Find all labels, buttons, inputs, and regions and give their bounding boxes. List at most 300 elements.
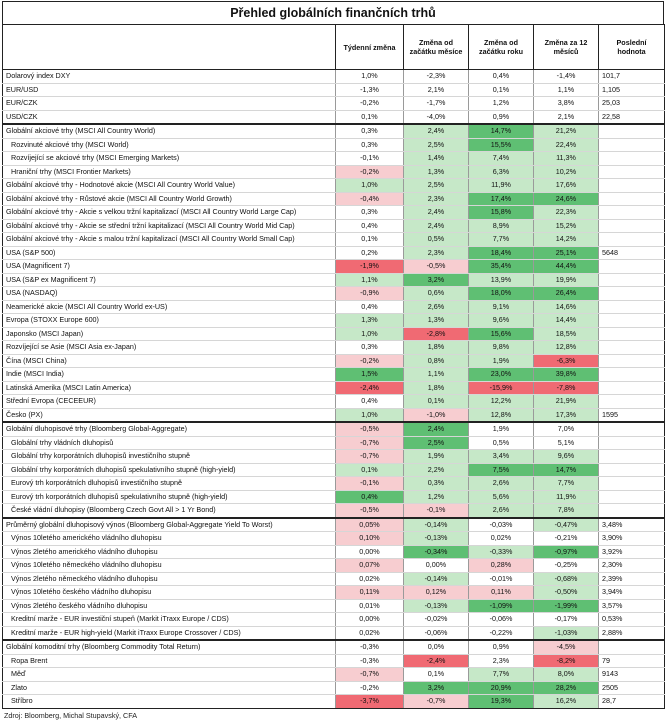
last-value — [599, 138, 665, 152]
table-row — [3, 341, 665, 355]
ytd-change: 2,6% — [469, 504, 534, 518]
header-label — [3, 25, 336, 70]
yoy-change: 7,8% — [534, 504, 599, 518]
table-row — [3, 354, 665, 368]
ytd-change: 19,3% — [469, 695, 534, 709]
weekly-change: 0,00% — [336, 613, 404, 627]
last-value: 5648 — [599, 246, 665, 260]
weekly-change: -0,9% — [336, 287, 404, 301]
row-label: EUR/CZK — [3, 97, 336, 111]
mtd-change: -0,14% — [404, 572, 469, 586]
ytd-change: 2,3% — [469, 654, 534, 668]
yoy-change: 10,2% — [534, 165, 599, 179]
ytd-change: 7,5% — [469, 463, 534, 477]
table-row — [3, 124, 665, 138]
row-label: Kreditní marže - EUR investiční stupeň (Markit iTraxx Europe / CDS) — [3, 613, 336, 627]
last-value — [599, 354, 665, 368]
mtd-change: -1,7% — [404, 97, 469, 111]
yoy-change: 21,9% — [534, 395, 599, 409]
yoy-change: 16,2% — [534, 695, 599, 709]
ytd-change: 8,9% — [469, 219, 534, 233]
last-value — [599, 233, 665, 247]
yoy-change: 2,1% — [534, 110, 599, 124]
mtd-change: 0,1% — [404, 668, 469, 682]
mtd-change: 2,2% — [404, 463, 469, 477]
ytd-change: 18,4% — [469, 246, 534, 260]
weekly-change: -1,3% — [336, 83, 404, 97]
weekly-change: 1,3% — [336, 314, 404, 328]
weekly-change: 0,11% — [336, 586, 404, 600]
table-row — [3, 246, 665, 260]
table-row — [3, 668, 665, 682]
mtd-change: 3,2% — [404, 273, 469, 287]
table-row — [3, 192, 665, 206]
row-label: USA (S&P 500) — [3, 246, 336, 260]
ytd-change: -0,33% — [469, 545, 534, 559]
header-ytd: Změna od začátku roku — [469, 25, 534, 70]
mtd-change: 3,2% — [404, 681, 469, 695]
last-value — [599, 300, 665, 314]
mtd-change: 2,3% — [404, 246, 469, 260]
ytd-change: 5,6% — [469, 490, 534, 504]
weekly-change: -0,1% — [336, 152, 404, 166]
yoy-change: 25,1% — [534, 246, 599, 260]
weekly-change: -0,1% — [336, 477, 404, 491]
row-label: Eurový trh korporátních dluhopisů investičního stupně — [3, 477, 336, 491]
last-value: 3,48% — [599, 518, 665, 532]
last-value — [599, 165, 665, 179]
ytd-change: 11,9% — [469, 179, 534, 193]
yoy-change: 18,5% — [534, 327, 599, 341]
weekly-change: 0,3% — [336, 124, 404, 138]
mtd-change: 2,5% — [404, 179, 469, 193]
ytd-change: 1,9% — [469, 354, 534, 368]
mtd-change: -0,02% — [404, 613, 469, 627]
yoy-change: 15,2% — [534, 219, 599, 233]
mtd-change: -0,13% — [404, 532, 469, 546]
yoy-change: -0,21% — [534, 532, 599, 546]
yoy-change: 8,0% — [534, 668, 599, 682]
mtd-change: 1,3% — [404, 165, 469, 179]
weekly-change: -2,4% — [336, 381, 404, 395]
mtd-change: 2,3% — [404, 192, 469, 206]
yoy-change: 19,9% — [534, 273, 599, 287]
table-row — [3, 70, 665, 84]
mtd-change: -0,06% — [404, 626, 469, 640]
mtd-change: 0,0% — [404, 640, 469, 654]
yoy-change: 9,6% — [534, 450, 599, 464]
row-label: Výnos 2letého amerického vládního dluhopisu — [3, 545, 336, 559]
yoy-change: 22,4% — [534, 138, 599, 152]
table-row — [3, 314, 665, 328]
table-row — [3, 138, 665, 152]
table-row — [3, 300, 665, 314]
mtd-change: 0,6% — [404, 287, 469, 301]
mtd-change: 0,00% — [404, 559, 469, 573]
row-label: Kreditní marže - EUR high-yield (Markit iTraxx Europe Crossover / CDS) — [3, 626, 336, 640]
table-row — [3, 654, 665, 668]
last-value: 1595 — [599, 408, 665, 422]
row-label: Výnos 2letého českého vládního dluhopisu — [3, 599, 336, 613]
yoy-change: -0,17% — [534, 613, 599, 627]
last-value — [599, 436, 665, 450]
row-label: Globální akciové trhy (MSCI All Country World) — [3, 124, 336, 138]
table-row — [3, 179, 665, 193]
mtd-change: 2,1% — [404, 83, 469, 97]
last-value — [599, 463, 665, 477]
mtd-change: 2,4% — [404, 422, 469, 436]
yoy-change: -0,68% — [534, 572, 599, 586]
table-row — [3, 572, 665, 586]
last-value: 2,39% — [599, 572, 665, 586]
row-label: Globální dluhopisové trhy (Bloomberg Global-Aggregate) — [3, 422, 336, 436]
ytd-change: -0,06% — [469, 613, 534, 627]
last-value — [599, 124, 665, 138]
table-row — [3, 681, 665, 695]
ytd-change: 0,28% — [469, 559, 534, 573]
weekly-change: -0,5% — [336, 422, 404, 436]
last-value: 2505 — [599, 681, 665, 695]
yoy-change: -0,47% — [534, 518, 599, 532]
last-value — [599, 341, 665, 355]
weekly-change: 0,00% — [336, 545, 404, 559]
mtd-change: -2,3% — [404, 70, 469, 84]
mtd-change: 2,4% — [404, 219, 469, 233]
mtd-change: -2,4% — [404, 654, 469, 668]
yoy-change: -6,3% — [534, 354, 599, 368]
mtd-change: -4,0% — [404, 110, 469, 124]
ytd-change: 20,9% — [469, 681, 534, 695]
weekly-change: -0,7% — [336, 450, 404, 464]
row-label: Japonsko (MSCI Japan) — [3, 327, 336, 341]
last-value: 79 — [599, 654, 665, 668]
yoy-change: 39,8% — [534, 368, 599, 382]
table-row — [3, 408, 665, 422]
yoy-change: -0,25% — [534, 559, 599, 573]
mtd-change: -0,1% — [404, 504, 469, 518]
last-value — [599, 327, 665, 341]
mtd-change: 1,8% — [404, 341, 469, 355]
yoy-change: 44,4% — [534, 260, 599, 274]
ytd-change: 7,7% — [469, 668, 534, 682]
row-label: Neamerické akcie (MSCI All Country World ex-US) — [3, 300, 336, 314]
ytd-change: 0,9% — [469, 110, 534, 124]
weekly-change: 0,01% — [336, 599, 404, 613]
ytd-change: 1,9% — [469, 422, 534, 436]
weekly-change: 1,0% — [336, 327, 404, 341]
weekly-change: -0,2% — [336, 97, 404, 111]
row-label: Dolarový index DXY — [3, 70, 336, 84]
weekly-change: -1,9% — [336, 260, 404, 274]
row-label: Globální trhy korporátních dluhopisů spekulativního stupně (high-yield) — [3, 463, 336, 477]
ytd-change: 15,5% — [469, 138, 534, 152]
ytd-change: 15,6% — [469, 327, 534, 341]
last-value: 3,57% — [599, 599, 665, 613]
yoy-change: -0,97% — [534, 545, 599, 559]
weekly-change: 1,0% — [336, 179, 404, 193]
last-value — [599, 260, 665, 274]
ytd-change: 0,1% — [469, 83, 534, 97]
row-label: EUR/USD — [3, 83, 336, 97]
table-title: Přehled globálních finančních trhů — [2, 1, 664, 24]
last-value — [599, 368, 665, 382]
table-row — [3, 599, 665, 613]
ytd-change: -1,09% — [469, 599, 534, 613]
last-value — [599, 490, 665, 504]
last-value: 9143 — [599, 668, 665, 682]
weekly-change: 0,10% — [336, 532, 404, 546]
weekly-change: -0,5% — [336, 504, 404, 518]
last-value: 3,94% — [599, 586, 665, 600]
table-row — [3, 97, 665, 111]
weekly-change: 1,1% — [336, 273, 404, 287]
last-value — [599, 395, 665, 409]
mtd-change: 0,1% — [404, 395, 469, 409]
last-value: 2,88% — [599, 626, 665, 640]
last-value — [599, 422, 665, 436]
mtd-change: 0,8% — [404, 354, 469, 368]
mtd-change: 0,3% — [404, 477, 469, 491]
weekly-change: 0,1% — [336, 463, 404, 477]
ytd-change: 14,7% — [469, 124, 534, 138]
row-label: Indie (MSCI India) — [3, 368, 336, 382]
last-value: 25,03 — [599, 97, 665, 111]
row-label: USD/CZK — [3, 110, 336, 124]
ytd-change: -0,01% — [469, 572, 534, 586]
yoy-change: 17,6% — [534, 179, 599, 193]
mtd-change: -2,8% — [404, 327, 469, 341]
header-12m: Změna za 12 měsíců — [534, 25, 599, 70]
table-row — [3, 490, 665, 504]
weekly-change: -0,2% — [336, 354, 404, 368]
row-label: České vládní dluhopisy (Bloomberg Czech Govt All > 1 Yr Bond) — [3, 504, 336, 518]
mtd-change: 1,1% — [404, 368, 469, 382]
weekly-change: 0,4% — [336, 300, 404, 314]
row-label: Výnos 10letého českého vládního dluhopisu — [3, 586, 336, 600]
weekly-change: 0,02% — [336, 626, 404, 640]
last-value — [599, 192, 665, 206]
table-row — [3, 110, 665, 124]
last-value: 0,53% — [599, 613, 665, 627]
last-value — [599, 477, 665, 491]
ytd-change: 3,4% — [469, 450, 534, 464]
table-row — [3, 640, 665, 654]
weekly-change: 1,5% — [336, 368, 404, 382]
last-value — [599, 219, 665, 233]
ytd-change: 15,8% — [469, 206, 534, 220]
mtd-change: -0,5% — [404, 260, 469, 274]
ytd-change: -0,03% — [469, 518, 534, 532]
mtd-change: 2,4% — [404, 206, 469, 220]
market-overview-panel — [2, 1, 664, 720]
mtd-change: 1,9% — [404, 450, 469, 464]
weekly-change: -0,4% — [336, 192, 404, 206]
yoy-change: -4,5% — [534, 640, 599, 654]
yoy-change: 24,6% — [534, 192, 599, 206]
ytd-change: 0,5% — [469, 436, 534, 450]
weekly-change: 0,3% — [336, 206, 404, 220]
weekly-change: 0,02% — [336, 572, 404, 586]
mtd-change: -1,0% — [404, 408, 469, 422]
row-label: Výnos 10letého německého vládního dluhopisu — [3, 559, 336, 573]
ytd-change: 18,0% — [469, 287, 534, 301]
table-row — [3, 532, 665, 546]
market-table — [2, 24, 665, 709]
header-mtd: Změna od začátku měsíce — [404, 25, 469, 70]
table-row — [3, 327, 665, 341]
ytd-change: 0,9% — [469, 640, 534, 654]
ytd-change: 9,1% — [469, 300, 534, 314]
last-value — [599, 504, 665, 518]
ytd-change: 1,2% — [469, 97, 534, 111]
weekly-change: -0,7% — [336, 436, 404, 450]
ytd-change: 13,9% — [469, 273, 534, 287]
ytd-change: 12,8% — [469, 408, 534, 422]
yoy-change: -0,50% — [534, 586, 599, 600]
row-label: Globální akciové trhy - Akcie se střední tržní kapitalizací (MSCI All Country World Mid Cap) — [3, 219, 336, 233]
mtd-change: 0,12% — [404, 586, 469, 600]
row-label: Rozvinuté akciové trhy (MSCI World) — [3, 138, 336, 152]
row-label: Zlato — [3, 681, 336, 695]
table-row — [3, 381, 665, 395]
mtd-change: -0,34% — [404, 545, 469, 559]
yoy-change: -1,99% — [534, 599, 599, 613]
yoy-change: 12,8% — [534, 341, 599, 355]
weekly-change: 0,4% — [336, 395, 404, 409]
weekly-change: -0,3% — [336, 640, 404, 654]
table-row — [3, 273, 665, 287]
yoy-change: 11,9% — [534, 490, 599, 504]
table-row — [3, 504, 665, 518]
header-last-value: Poslední hodnota — [599, 25, 665, 70]
yoy-change: 28,2% — [534, 681, 599, 695]
row-label: Globální trhy korporátních dluhopisů investičního stupně — [3, 450, 336, 464]
weekly-change: 1,0% — [336, 408, 404, 422]
table-row — [3, 368, 665, 382]
row-label: Latinská Amerika (MSCI Latin America) — [3, 381, 336, 395]
weekly-change: 1,0% — [336, 70, 404, 84]
weekly-change: -0,3% — [336, 654, 404, 668]
ytd-change: 23,0% — [469, 368, 534, 382]
ytd-change: 12,2% — [469, 395, 534, 409]
last-value — [599, 179, 665, 193]
weekly-change: 0,3% — [336, 138, 404, 152]
table-row — [3, 559, 665, 573]
last-value — [599, 381, 665, 395]
last-value — [599, 206, 665, 220]
ytd-change: 9,6% — [469, 314, 534, 328]
row-label: Globální akciové trhy - Růstové akcie (MSCI All Country World Growth) — [3, 192, 336, 206]
ytd-change: 0,02% — [469, 532, 534, 546]
row-label: Ropa Brent — [3, 654, 336, 668]
row-label: Stříbro — [3, 695, 336, 709]
yoy-change: 21,2% — [534, 124, 599, 138]
yoy-change: -7,8% — [534, 381, 599, 395]
table-row — [3, 206, 665, 220]
table-row — [3, 395, 665, 409]
mtd-change: 1,2% — [404, 490, 469, 504]
yoy-change: 11,3% — [534, 152, 599, 166]
row-label: Čína (MSCI China) — [3, 354, 336, 368]
ytd-change: 6,3% — [469, 165, 534, 179]
weekly-change: 0,4% — [336, 219, 404, 233]
table-row — [3, 152, 665, 166]
row-label: Rozvíjející se akciové trhy (MSCI Emerging Markets) — [3, 152, 336, 166]
source-note: Zdroj: Bloomberg, Michal Stupavský, CFA — [4, 710, 138, 720]
mtd-change: 2,4% — [404, 124, 469, 138]
table-row — [3, 586, 665, 600]
ytd-change: -15,9% — [469, 381, 534, 395]
last-value — [599, 152, 665, 166]
table-row — [3, 518, 665, 532]
yoy-change: 1,1% — [534, 83, 599, 97]
last-value — [599, 640, 665, 654]
yoy-change: -1,03% — [534, 626, 599, 640]
last-value — [599, 314, 665, 328]
mtd-change: 1,3% — [404, 314, 469, 328]
yoy-change: -8,2% — [534, 654, 599, 668]
row-label: Evropa (STOXX Europe 600) — [3, 314, 336, 328]
row-label: Měď — [3, 668, 336, 682]
table-row — [3, 626, 665, 640]
ytd-change: -0,22% — [469, 626, 534, 640]
ytd-change: 9,8% — [469, 341, 534, 355]
mtd-change: 1,8% — [404, 381, 469, 395]
table-row — [3, 463, 665, 477]
row-label: Rozvíjející se Asie (MSCI Asia ex-Japan) — [3, 341, 336, 355]
weekly-change: -0,2% — [336, 681, 404, 695]
mtd-change: 2,5% — [404, 436, 469, 450]
mtd-change: -0,13% — [404, 599, 469, 613]
row-label: Výnos 2letého německého vládního dluhopisu — [3, 572, 336, 586]
row-label: USA (S&P ex Magnificent 7) — [3, 273, 336, 287]
table-row — [3, 260, 665, 274]
table-row — [3, 477, 665, 491]
row-label: Globální akciové trhy - Hodnotové akcie (MSCI All Country World Value) — [3, 179, 336, 193]
weekly-change: -0,7% — [336, 668, 404, 682]
yoy-change: 5,1% — [534, 436, 599, 450]
weekly-change: 0,3% — [336, 341, 404, 355]
last-value: 3,92% — [599, 545, 665, 559]
ytd-change: 0,4% — [469, 70, 534, 84]
mtd-change: 2,6% — [404, 300, 469, 314]
ytd-change: 17,4% — [469, 192, 534, 206]
table-row — [3, 287, 665, 301]
row-label: Globální akciové trhy - Akcie s malou tržní kapitalizací (MSCI All Country World Small Cap) — [3, 233, 336, 247]
row-label: Globální komoditní trhy (Bloomberg Commodity Total Return) — [3, 640, 336, 654]
table-body — [3, 70, 665, 709]
weekly-change: 0,2% — [336, 246, 404, 260]
weekly-change: 0,1% — [336, 233, 404, 247]
weekly-change: 0,4% — [336, 490, 404, 504]
row-label: Průměrný globální dluhopisový výnos (Bloomberg Global-Aggregate Yield To Worst) — [3, 518, 336, 532]
header-row — [3, 25, 665, 70]
table-row — [3, 613, 665, 627]
ytd-change: 2,6% — [469, 477, 534, 491]
row-label: USA (Magnificent 7) — [3, 260, 336, 274]
table-row — [3, 545, 665, 559]
table-row — [3, 422, 665, 436]
table-row — [3, 83, 665, 97]
yoy-change: 22,3% — [534, 206, 599, 220]
yoy-change: 3,8% — [534, 97, 599, 111]
table-row — [3, 436, 665, 450]
row-label: USA (NASDAQ) — [3, 287, 336, 301]
last-value: 3,90% — [599, 532, 665, 546]
ytd-change: 35,4% — [469, 260, 534, 274]
row-label: Hraniční trhy (MSCI Frontier Markets) — [3, 165, 336, 179]
weekly-change: 0,05% — [336, 518, 404, 532]
